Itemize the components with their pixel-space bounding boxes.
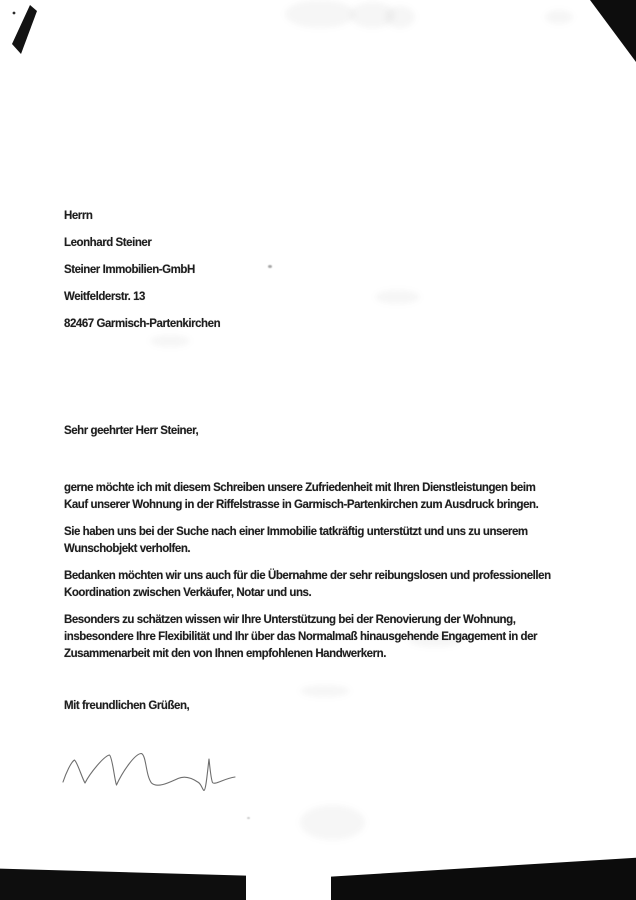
body-paragraph: Besonders zu schätzen wissen wir Ihre Unterstützung bei der Renovierung der Wohnung, insbesondere Ihre Flexibilität und Ihr über das Normalmaß hinausgehende Engagement in der Zusammenarbeit mit den von Ihnen empfohlenen Handwerkern. [64,614,538,660]
letter-body [64,480,560,673]
scan-smudge [545,10,573,24]
handwritten-signature-icon [58,740,248,810]
recipient-line-street: Weitfelderstr. 13 [64,291,145,303]
body-paragraph: Bedanken möchten wir uns auch für die Übernahme der sehr reibungslosen und professionellen Koordination zwischen Verkäufer, Notar und uns. [64,570,551,599]
scan-artifact-top-right [590,0,636,62]
salutation: Sehr geehrter Herr Steiner, [64,425,199,437]
scan-speck [247,817,250,819]
body-paragraph: gerne möchte ich mit diesem Schreiben unsere Zufriedenheit mit Ihren Dienstleistungen beim Kauf unserer Wohnung in der Riffelstrasse in Garmisch-Partenkirchen zum Ausdruck bringen. [64,482,539,511]
recipient-line-title: Herrn [64,210,93,222]
recipient-line-name: Leonhard Steiner [64,237,152,249]
scan-smudge [375,290,420,304]
scan-smudge [300,685,350,697]
scan-artifact-top-left [6,4,46,59]
body-paragraph: Sie haben uns bei der Suche nach einer Immobilie tatkräftig unterstützt und uns zu unserem Wunschobjekt verholfen. [64,526,528,555]
recipient-line-company: Steiner Immobilien-GmbH [64,264,195,276]
scan-smudge [300,805,365,840]
scan-artifact-bottom-left-bar [0,868,246,900]
scan-artifact-bottom-right-bar [331,855,636,900]
closing-line: Mit freundlichen Grüßen, [64,700,190,712]
scan-smudge [285,0,355,28]
scan-speck [268,265,272,268]
recipient-line-city: 82467 Garmisch-Partenkirchen [64,318,221,330]
recipient-address-block [64,203,220,338]
scan-smudge [385,6,415,28]
